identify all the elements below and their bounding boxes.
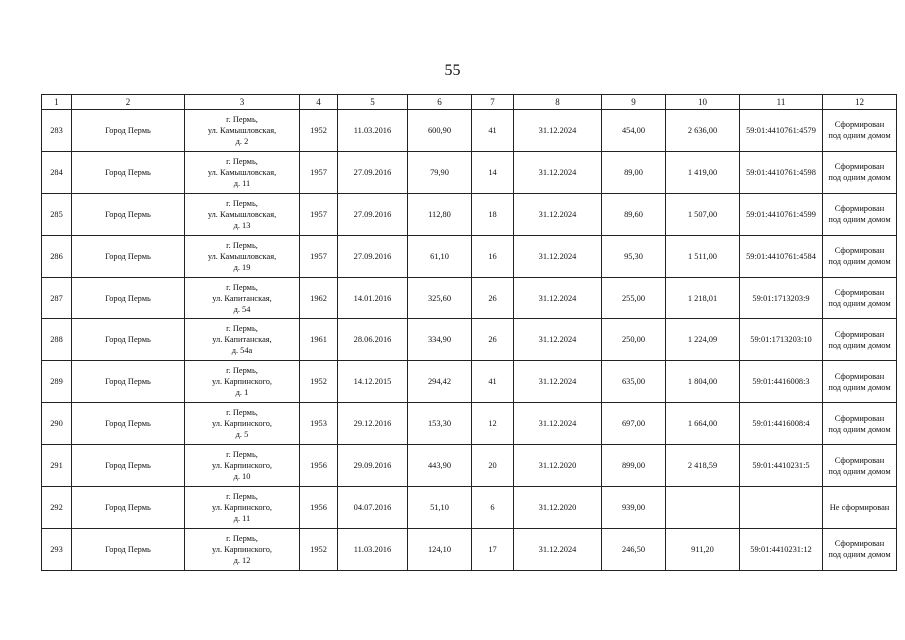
residents-cell: 6 xyxy=(472,487,514,529)
address-line: г. Пермь, xyxy=(226,282,258,292)
housing-registry-table xyxy=(41,94,897,571)
table-row xyxy=(42,487,897,529)
address-line: ул. Карпинского, xyxy=(211,502,273,512)
address-cell xyxy=(185,445,300,487)
land-status-cell xyxy=(823,110,897,152)
column-10-cell: 2 636,00 xyxy=(666,110,740,152)
recognition-date-cell: 14.01.2016 xyxy=(338,277,408,319)
address-line: д. 11 xyxy=(233,178,251,188)
address-line: г. Пермь, xyxy=(226,491,258,501)
build-year-cell: 1957 xyxy=(300,235,338,277)
column-9-cell: 454,00 xyxy=(602,110,666,152)
build-year-cell: 1952 xyxy=(300,528,338,570)
cadastral-number-cell: 59:01:4410761:4599 xyxy=(740,193,823,235)
address-line: г. Пермь, xyxy=(226,198,258,208)
build-year-cell: 1961 xyxy=(300,319,338,361)
column-header-3: 3 xyxy=(185,95,300,110)
address-line: ул. Карпинского, xyxy=(211,419,273,429)
table-row xyxy=(42,235,897,277)
area-cell: 124,10 xyxy=(408,528,472,570)
municipality-cell: Город Пермь xyxy=(72,193,185,235)
column-header-7: 7 xyxy=(472,95,514,110)
row-number-cell: 284 xyxy=(42,151,72,193)
status-line: Сформирован xyxy=(834,288,885,297)
address-line: г. Пермь, xyxy=(226,240,258,250)
status-line: под одним домом xyxy=(828,340,891,350)
status-line: под одним домом xyxy=(828,299,891,308)
row-number-cell: 283 xyxy=(42,110,72,152)
address-line: г. Пермь, xyxy=(226,114,258,124)
column-9-cell: 899,00 xyxy=(602,445,666,487)
land-status-cell xyxy=(823,319,897,361)
address-cell xyxy=(185,403,300,445)
row-number-cell: 293 xyxy=(42,528,72,570)
address-line: д. 11 xyxy=(233,513,251,523)
status-line: Сформирован xyxy=(834,413,885,423)
address-line: ул. Карпинского, xyxy=(211,377,273,387)
column-10-cell xyxy=(666,487,740,529)
municipality-cell: Город Пермь xyxy=(72,445,185,487)
column-9-cell: 250,00 xyxy=(602,319,666,361)
land-status-cell xyxy=(823,487,897,529)
residents-cell: 16 xyxy=(472,235,514,277)
recognition-date-cell: 04.07.2016 xyxy=(338,487,408,529)
status-line: под одним домом xyxy=(828,550,891,560)
column-9-cell: 939,00 xyxy=(602,487,666,529)
area-cell: 51,10 xyxy=(408,487,472,529)
cadastral-number-cell: 59:01:1713203:9 xyxy=(740,277,823,319)
land-status-cell xyxy=(823,235,897,277)
status-line: под одним домом xyxy=(828,215,891,225)
residents-cell: 26 xyxy=(472,277,514,319)
address-cell xyxy=(185,277,300,319)
area-cell: 61,10 xyxy=(408,235,472,277)
column-10-cell: 1 804,00 xyxy=(666,361,740,403)
address-cell xyxy=(185,110,300,152)
table-row xyxy=(42,277,897,319)
deadline-cell: 31.12.2024 xyxy=(514,528,602,570)
status-line: Сформирован xyxy=(834,162,885,172)
residents-cell: 12 xyxy=(472,403,514,445)
column-10-cell: 1 419,00 xyxy=(666,151,740,193)
status-line: Сформирован xyxy=(834,204,885,214)
column-10-cell: 1 218,01 xyxy=(666,277,740,319)
municipality-cell: Город Пермь xyxy=(72,110,185,152)
residents-cell: 14 xyxy=(472,151,514,193)
recognition-date-cell: 11.03.2016 xyxy=(338,110,408,152)
address-line: д. 5 xyxy=(235,430,249,440)
status-line: Сформирован xyxy=(834,539,885,549)
address-line: д. 12 xyxy=(233,555,251,565)
status-line: под одним домом xyxy=(828,466,891,476)
address-line: г. Пермь, xyxy=(226,156,258,166)
build-year-cell: 1957 xyxy=(300,151,338,193)
area-cell: 600,90 xyxy=(408,110,472,152)
address-line: ул. Камышловская, xyxy=(207,167,277,177)
address-line: д. 54 xyxy=(233,304,251,314)
address-line: ул. Капитанская, xyxy=(212,335,272,345)
area-cell: 443,90 xyxy=(408,445,472,487)
municipality-cell: Город Пермь xyxy=(72,361,185,403)
land-status-cell xyxy=(823,193,897,235)
residents-cell: 17 xyxy=(472,528,514,570)
address-cell xyxy=(185,235,300,277)
column-10-cell: 1 664,00 xyxy=(666,403,740,445)
column-9-cell: 635,00 xyxy=(602,361,666,403)
address-line: д. 2 xyxy=(235,136,249,146)
address-line: г. Пермь, xyxy=(226,533,258,543)
land-status-cell xyxy=(823,151,897,193)
column-9-cell: 246,50 xyxy=(602,528,666,570)
deadline-cell: 31.12.2020 xyxy=(514,445,602,487)
status-line: под одним домом xyxy=(828,257,891,267)
table-row xyxy=(42,361,897,403)
address-line: д. 19 xyxy=(233,262,251,272)
address-line: д. 10 xyxy=(233,472,251,482)
table-row xyxy=(42,319,897,361)
recognition-date-cell: 28.06.2016 xyxy=(338,319,408,361)
municipality-cell: Город Пермь xyxy=(72,151,185,193)
table-row xyxy=(42,528,897,570)
deadline-cell: 31.12.2024 xyxy=(514,110,602,152)
page-number: 55 xyxy=(444,62,461,79)
cadastral-number-cell xyxy=(740,487,823,529)
column-header-4: 4 xyxy=(300,95,338,110)
table-row xyxy=(42,151,897,193)
cadastral-number-cell: 59:01:4416008:4 xyxy=(740,403,823,445)
build-year-cell: 1953 xyxy=(300,403,338,445)
address-cell xyxy=(185,361,300,403)
municipality-cell: Город Пермь xyxy=(72,319,185,361)
address-line: г. Пермь, xyxy=(226,450,258,460)
recognition-date-cell: 27.09.2016 xyxy=(338,193,408,235)
land-status-cell xyxy=(823,361,897,403)
area-cell: 112,80 xyxy=(408,193,472,235)
row-number-cell: 291 xyxy=(42,445,72,487)
municipality-cell: Город Пермь xyxy=(72,403,185,445)
municipality-cell: Город Пермь xyxy=(72,277,185,319)
column-header-8: 8 xyxy=(514,95,602,110)
address-cell xyxy=(185,151,300,193)
row-number-cell: 288 xyxy=(42,319,72,361)
area-cell: 153,30 xyxy=(408,403,472,445)
column-header-9: 9 xyxy=(602,95,666,110)
table-body xyxy=(42,110,897,571)
address-cell xyxy=(185,319,300,361)
address-line: ул. Капитанская, xyxy=(212,293,272,303)
cadastral-number-cell: 59:01:4410761:4584 xyxy=(740,235,823,277)
row-number-cell: 290 xyxy=(42,403,72,445)
status-line: под одним домом xyxy=(828,173,891,183)
address-line: ул. Камышловская, xyxy=(207,209,277,219)
recognition-date-cell: 27.09.2016 xyxy=(338,151,408,193)
column-header-10: 10 xyxy=(666,95,740,110)
deadline-cell: 31.12.2024 xyxy=(514,193,602,235)
column-9-cell: 89,60 xyxy=(602,193,666,235)
row-number-cell: 286 xyxy=(42,235,72,277)
cadastral-number-cell: 59:01:4410231:12 xyxy=(740,528,823,570)
address-line: г. Пермь, xyxy=(226,324,258,334)
table-row xyxy=(42,193,897,235)
recognition-date-cell: 29.12.2016 xyxy=(338,403,408,445)
address-line: ул. Карпинского, xyxy=(211,461,273,471)
column-header-5: 5 xyxy=(338,95,408,110)
column-header-12: 12 xyxy=(823,95,897,110)
area-cell: 334,90 xyxy=(408,319,472,361)
build-year-cell: 1952 xyxy=(300,361,338,403)
row-number-cell: 292 xyxy=(42,487,72,529)
address-line: г. Пермь, xyxy=(226,366,258,376)
status-line: Сформирован xyxy=(834,455,885,465)
land-status-cell xyxy=(823,445,897,487)
address-cell xyxy=(185,487,300,529)
municipality-cell: Город Пермь xyxy=(72,528,185,570)
address-line: ул. Камышловская, xyxy=(207,125,277,135)
column-number-row xyxy=(42,95,897,110)
address-line: д. 54а xyxy=(231,346,253,356)
recognition-date-cell: 14.12.2015 xyxy=(338,361,408,403)
column-10-cell: 1 511,00 xyxy=(666,235,740,277)
build-year-cell: 1952 xyxy=(300,110,338,152)
deadline-cell: 31.12.2020 xyxy=(514,487,602,529)
column-9-cell: 89,00 xyxy=(602,151,666,193)
address-line: д. 13 xyxy=(233,220,251,230)
address-line: ул. Карпинского, xyxy=(211,544,273,554)
row-number-cell: 287 xyxy=(42,277,72,319)
status-line: Сформирован xyxy=(834,371,885,381)
deadline-cell: 31.12.2024 xyxy=(514,361,602,403)
column-header-6: 6 xyxy=(408,95,472,110)
area-cell: 325,60 xyxy=(408,277,472,319)
status-line: под одним домом xyxy=(828,131,891,141)
column-header-1: 1 xyxy=(42,95,72,110)
column-10-cell: 1 507,00 xyxy=(666,193,740,235)
deadline-cell: 31.12.2024 xyxy=(514,403,602,445)
column-9-cell: 255,00 xyxy=(602,277,666,319)
build-year-cell: 1956 xyxy=(300,487,338,529)
cadastral-number-cell: 59:01:1713203:10 xyxy=(740,319,823,361)
table-row xyxy=(42,445,897,487)
address-line: г. Пермь, xyxy=(226,408,258,418)
area-cell: 294,42 xyxy=(408,361,472,403)
row-number-cell: 285 xyxy=(42,193,72,235)
column-header-11: 11 xyxy=(740,95,823,110)
cadastral-number-cell: 59:01:4410231:5 xyxy=(740,445,823,487)
address-cell xyxy=(185,193,300,235)
table-row xyxy=(42,110,897,152)
address-line: ул. Камышловская, xyxy=(207,251,277,261)
status-line: Сформирован xyxy=(834,246,885,256)
cadastral-number-cell: 59:01:4410761:4598 xyxy=(740,151,823,193)
deadline-cell: 31.12.2024 xyxy=(514,277,602,319)
residents-cell: 41 xyxy=(472,361,514,403)
status-line: Сформирован xyxy=(834,120,885,130)
table-row xyxy=(42,403,897,445)
build-year-cell: 1962 xyxy=(300,277,338,319)
deadline-cell: 31.12.2024 xyxy=(514,235,602,277)
address-cell xyxy=(185,528,300,570)
residents-cell: 20 xyxy=(472,445,514,487)
status-line: под одним домом xyxy=(828,424,891,434)
residents-cell: 18 xyxy=(472,193,514,235)
recognition-date-cell: 27.09.2016 xyxy=(338,235,408,277)
land-status-cell xyxy=(823,277,897,319)
municipality-cell: Город Пермь xyxy=(72,487,185,529)
land-status-cell xyxy=(823,403,897,445)
build-year-cell: 1957 xyxy=(300,193,338,235)
row-number-cell: 289 xyxy=(42,361,72,403)
residents-cell: 26 xyxy=(472,319,514,361)
municipality-cell: Город Пермь xyxy=(72,235,185,277)
cadastral-number-cell: 59:01:4410761:4579 xyxy=(740,110,823,152)
status-line: под одним домом xyxy=(828,382,891,392)
deadline-cell: 31.12.2024 xyxy=(514,319,602,361)
deadline-cell: 31.12.2024 xyxy=(514,151,602,193)
column-10-cell: 911,20 xyxy=(666,528,740,570)
status-line: Сформирован xyxy=(834,329,885,339)
residents-cell: 41 xyxy=(472,110,514,152)
column-header-2: 2 xyxy=(72,95,185,110)
land-status-cell xyxy=(823,528,897,570)
build-year-cell: 1956 xyxy=(300,445,338,487)
column-9-cell: 697,00 xyxy=(602,403,666,445)
column-9-cell: 95,30 xyxy=(602,235,666,277)
recognition-date-cell: 29.09.2016 xyxy=(338,445,408,487)
cadastral-number-cell: 59:01:4416008:3 xyxy=(740,361,823,403)
status-line: Не сформирован xyxy=(829,502,890,512)
recognition-date-cell: 11.03.2016 xyxy=(338,528,408,570)
area-cell: 79,90 xyxy=(408,151,472,193)
column-10-cell: 1 224,09 xyxy=(666,319,740,361)
address-line: д. 1 xyxy=(235,388,249,398)
column-10-cell: 2 418,59 xyxy=(666,445,740,487)
